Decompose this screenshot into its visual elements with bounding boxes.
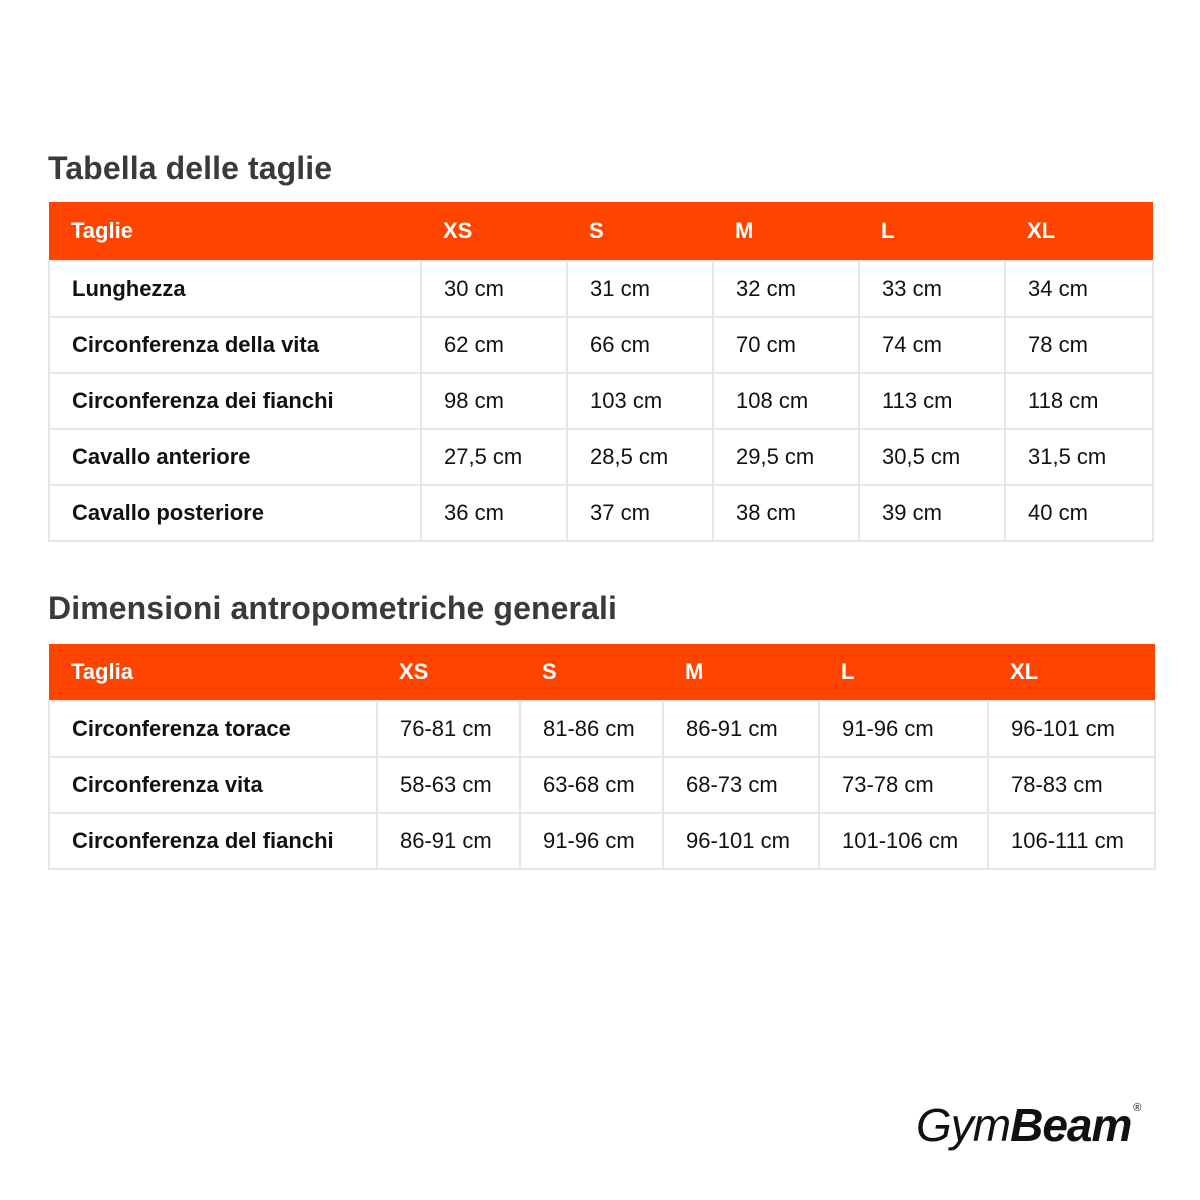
- header-cell-m: M: [663, 644, 819, 701]
- header-cell-xs: XS: [421, 202, 567, 261]
- table-cell: 27,5 cm: [421, 429, 567, 485]
- row-label: Circonferenza torace: [49, 701, 377, 757]
- table-cell: 30,5 cm: [859, 429, 1005, 485]
- row-label: Lunghezza: [49, 261, 421, 317]
- table-cell: 30 cm: [421, 261, 567, 317]
- table-header-row: [49, 644, 1155, 701]
- gymbeam-logo: [916, 1098, 1142, 1152]
- table-row: [49, 485, 1153, 541]
- table-cell: 76-81 cm: [377, 701, 520, 757]
- table-cell: 29,5 cm: [713, 429, 859, 485]
- table-cell: 68-73 cm: [663, 757, 819, 813]
- table-cell: 34 cm: [1005, 261, 1153, 317]
- table-cell: 96-101 cm: [663, 813, 819, 869]
- table-row: [49, 261, 1153, 317]
- table-cell: 58-63 cm: [377, 757, 520, 813]
- table-cell: 40 cm: [1005, 485, 1153, 541]
- table-cell: 108 cm: [713, 373, 859, 429]
- table-row: [49, 757, 1155, 813]
- header-cell-label: Taglia: [49, 644, 377, 701]
- table-cell: 74 cm: [859, 317, 1005, 373]
- table-cell: 118 cm: [1005, 373, 1153, 429]
- table-cell: 78-83 cm: [988, 757, 1155, 813]
- table-cell: 91-96 cm: [520, 813, 663, 869]
- header-cell-xs: XS: [377, 644, 520, 701]
- table-header-row: [49, 202, 1153, 261]
- header-cell-m: M: [713, 202, 859, 261]
- registered-mark: ®: [1133, 1102, 1142, 1114]
- table-cell: 38 cm: [713, 485, 859, 541]
- table-row: [49, 813, 1155, 869]
- header-cell-xl: XL: [1005, 202, 1153, 261]
- table-cell: 78 cm: [1005, 317, 1153, 373]
- table-cell: 73-78 cm: [819, 757, 988, 813]
- table-cell: 86-91 cm: [663, 701, 819, 757]
- logo-text-beam: Beam: [1010, 1099, 1132, 1151]
- table-cell: 28,5 cm: [567, 429, 713, 485]
- table-cell: 96-101 cm: [988, 701, 1155, 757]
- table-cell: 33 cm: [859, 261, 1005, 317]
- table-cell: 91-96 cm: [819, 701, 988, 757]
- table-cell: 31 cm: [567, 261, 713, 317]
- table-cell: 98 cm: [421, 373, 567, 429]
- logo-text-gym: Gym: [916, 1099, 1011, 1151]
- table-cell: 86-91 cm: [377, 813, 520, 869]
- table-cell: 81-86 cm: [520, 701, 663, 757]
- table-cell: 32 cm: [713, 261, 859, 317]
- size-table: [48, 202, 1154, 542]
- table-cell: 113 cm: [859, 373, 1005, 429]
- table-cell: 31,5 cm: [1005, 429, 1153, 485]
- size-table-title: Tabella delle taglie: [48, 150, 333, 186]
- header-cell-s: S: [567, 202, 713, 261]
- table-cell: 39 cm: [859, 485, 1005, 541]
- row-label: Circonferenza della vita: [49, 317, 421, 373]
- table-cell: 106-111 cm: [988, 813, 1155, 869]
- header-cell-label: Taglie: [49, 202, 421, 261]
- row-label: Cavallo posteriore: [49, 485, 421, 541]
- table-cell: 37 cm: [567, 485, 713, 541]
- row-label: Circonferenza del fianchi: [49, 813, 377, 869]
- table-row: [49, 429, 1153, 485]
- table-cell: 66 cm: [567, 317, 713, 373]
- header-cell-l: L: [859, 202, 1005, 261]
- row-label: Circonferenza dei fianchi: [49, 373, 421, 429]
- table-cell: 101-106 cm: [819, 813, 988, 869]
- table-row: [49, 373, 1153, 429]
- anthropometric-table-title: Dimensioni antropometriche generali: [48, 590, 617, 626]
- anthropometric-table: [48, 644, 1156, 870]
- header-cell-s: S: [520, 644, 663, 701]
- table-cell: 36 cm: [421, 485, 567, 541]
- table-cell: 62 cm: [421, 317, 567, 373]
- table-cell: 63-68 cm: [520, 757, 663, 813]
- row-label: Circonferenza vita: [49, 757, 377, 813]
- table-row: [49, 317, 1153, 373]
- row-label: Cavallo anteriore: [49, 429, 421, 485]
- header-cell-xl: XL: [988, 644, 1155, 701]
- table-row: [49, 701, 1155, 757]
- table-cell: 103 cm: [567, 373, 713, 429]
- table-cell: 70 cm: [713, 317, 859, 373]
- header-cell-l: L: [819, 644, 988, 701]
